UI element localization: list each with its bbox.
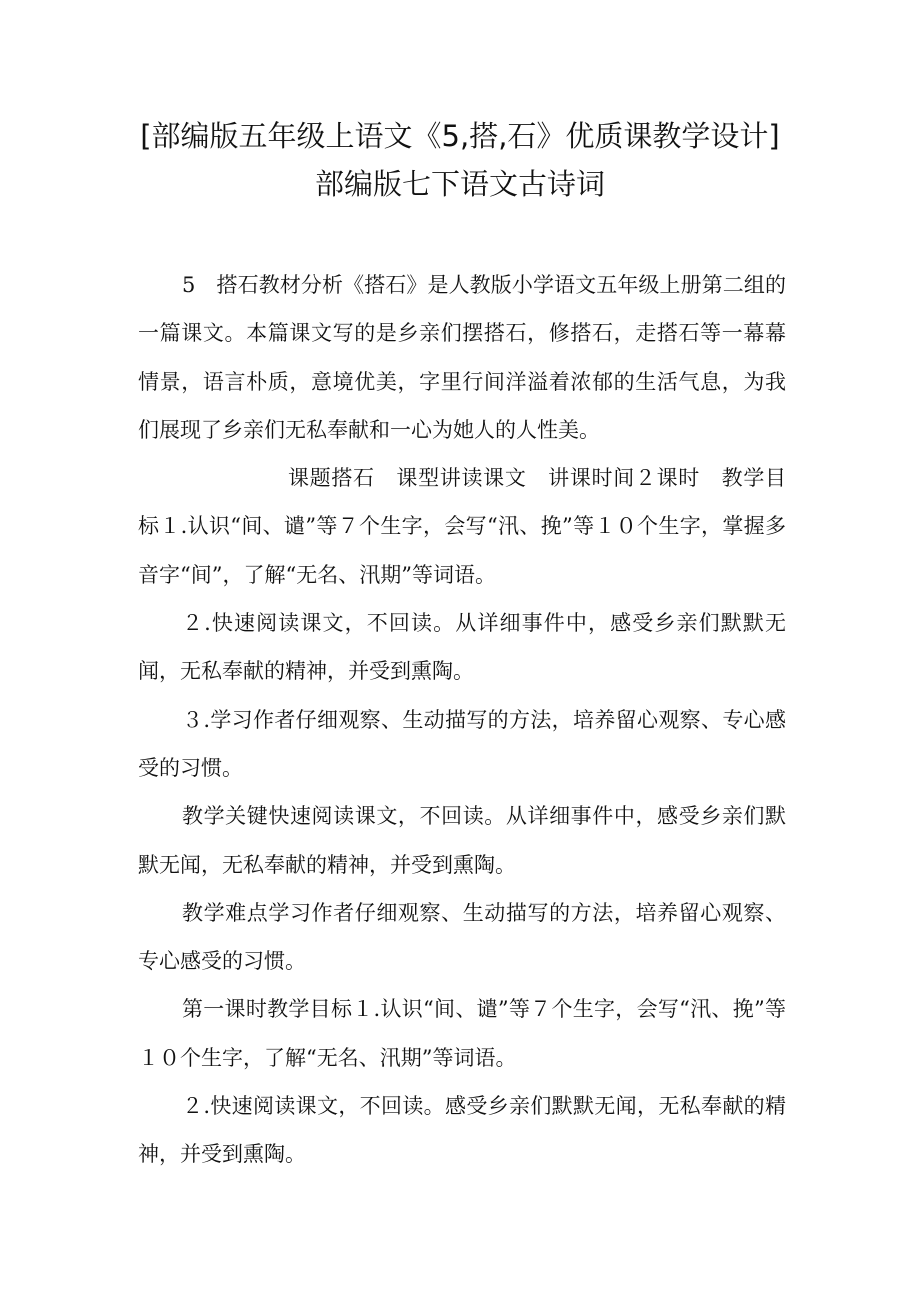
paragraph-goal-3: ３.学习作者仔细观察、生动描写的方法，培养留心观察、专心感受的习惯。 <box>138 707 786 780</box>
paragraph-teaching-difficulty: 教学难点学习作者仔细观察、生动描写的方法，培养留心观察、专心感受的习惯。 <box>138 900 786 974</box>
paragraph-teaching-key: 教学关键快速阅读课文，不回读。从详细事件中，感受乡亲们默默无闻，无私奉献的精神，并受到熏陶。 <box>138 804 786 877</box>
paragraph-first-lesson-goal-2: ２.快速阅读课文，不回读。感受乡亲们默默无闻，无私奉献的精神，并受到熏陶。 <box>138 1094 786 1167</box>
document-title-line-2: 部编版七下语文古诗词 <box>314 167 605 201</box>
document-body <box>138 261 786 1179</box>
paragraph-material-analysis: 5 搭石教材分析《搭石》是人教版小学语文五年级上册第二组的一篇课文。本篇课文写的是乡亲们摆搭石，修搭石，走搭石等一幕幕情景，语言朴质，意境优美，字里行间洋溢着浓郁的生活气息，为我们展现了乡亲们无私奉献和一心为她人的人性美。 <box>138 273 786 442</box>
document-title-line-1: [部编版五年级上语文《5,搭,石》优质课教学设计] <box>140 119 780 153</box>
paragraph-first-lesson-goal-1: 第一课时教学目标１.认识“间、谴”等７个生字，会写“汛、挽”等１０个生字，了解“无名、汛期”等词语。 <box>138 997 786 1070</box>
paragraph-goal-2: ２.快速阅读课文，不回读。从详细事件中，感受乡亲们默默无闻，无私奉献的精神，并受到熏陶。 <box>138 611 786 684</box>
paragraph-lesson-info: 课题搭石 课型讲读课文 讲课时间２课时 教学目标１.认识“间、谴”等７个生字，会写“汛、挽”等１０个生字，掌握多音字“间”，了解“无名、汛期”等词语。 <box>138 466 786 587</box>
